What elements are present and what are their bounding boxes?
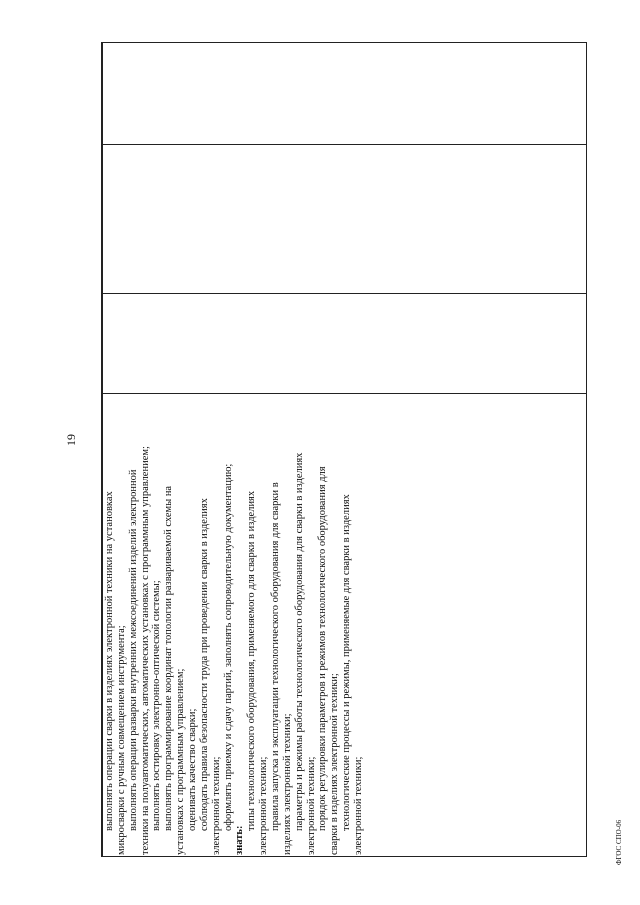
text-line: выполнять операции сварки в изделиях электронной техники на установках микросварки с ручным совмещением инструмента; bbox=[104, 491, 127, 855]
section-heading-know: знать: bbox=[234, 825, 246, 855]
text-line: выполнять юстировку электронно-оптической системы; bbox=[151, 580, 163, 831]
text-line: выполнять программирование координат топологии развариваемой схемы на установках с программным управлением; bbox=[163, 485, 187, 855]
table-row-divider bbox=[102, 393, 586, 394]
text-line: правила запуска и эксплуатации технологического оборудования для сварки в изделиях электронной техники; bbox=[270, 482, 293, 855]
text-line: выполнять операции разварки внутренних межсоединений изделий электронной техники на полуавтоматических, автоматических установках с программным управлением; bbox=[127, 446, 151, 855]
table-col-divider bbox=[102, 43, 103, 856]
text-line: оформлять приемку и сдачу партий, заполнять сопроводительную документацию; bbox=[222, 463, 234, 831]
table-row-divider bbox=[102, 144, 586, 145]
text-line: порядок регулировки параметров и режимов технологического оборудования для сварки в изделиях электронной техники; bbox=[317, 466, 341, 855]
text-line: параметры и режимы работы технологического оборудования для сварки в изделиях электронной техники; bbox=[293, 452, 317, 855]
text-line: технологические процессы и режимы, применяемые для сварки в изделиях электронной техники; bbox=[341, 494, 365, 855]
requirements-text-cell bbox=[104, 445, 584, 855]
table-row-divider bbox=[102, 293, 586, 294]
text-line: соблюдать правила безопасности труда при проведении сварки в изделиях электронной техники; bbox=[198, 498, 222, 855]
text-line: типы технологического оборудования, применяемого для сварки в изделиях электронной техники; bbox=[246, 490, 270, 855]
page-number: 19 bbox=[64, 434, 78, 446]
text-line: оценивать качество сварки; bbox=[187, 708, 199, 831]
footer-code: ФГОС СПО-06 bbox=[615, 819, 623, 865]
